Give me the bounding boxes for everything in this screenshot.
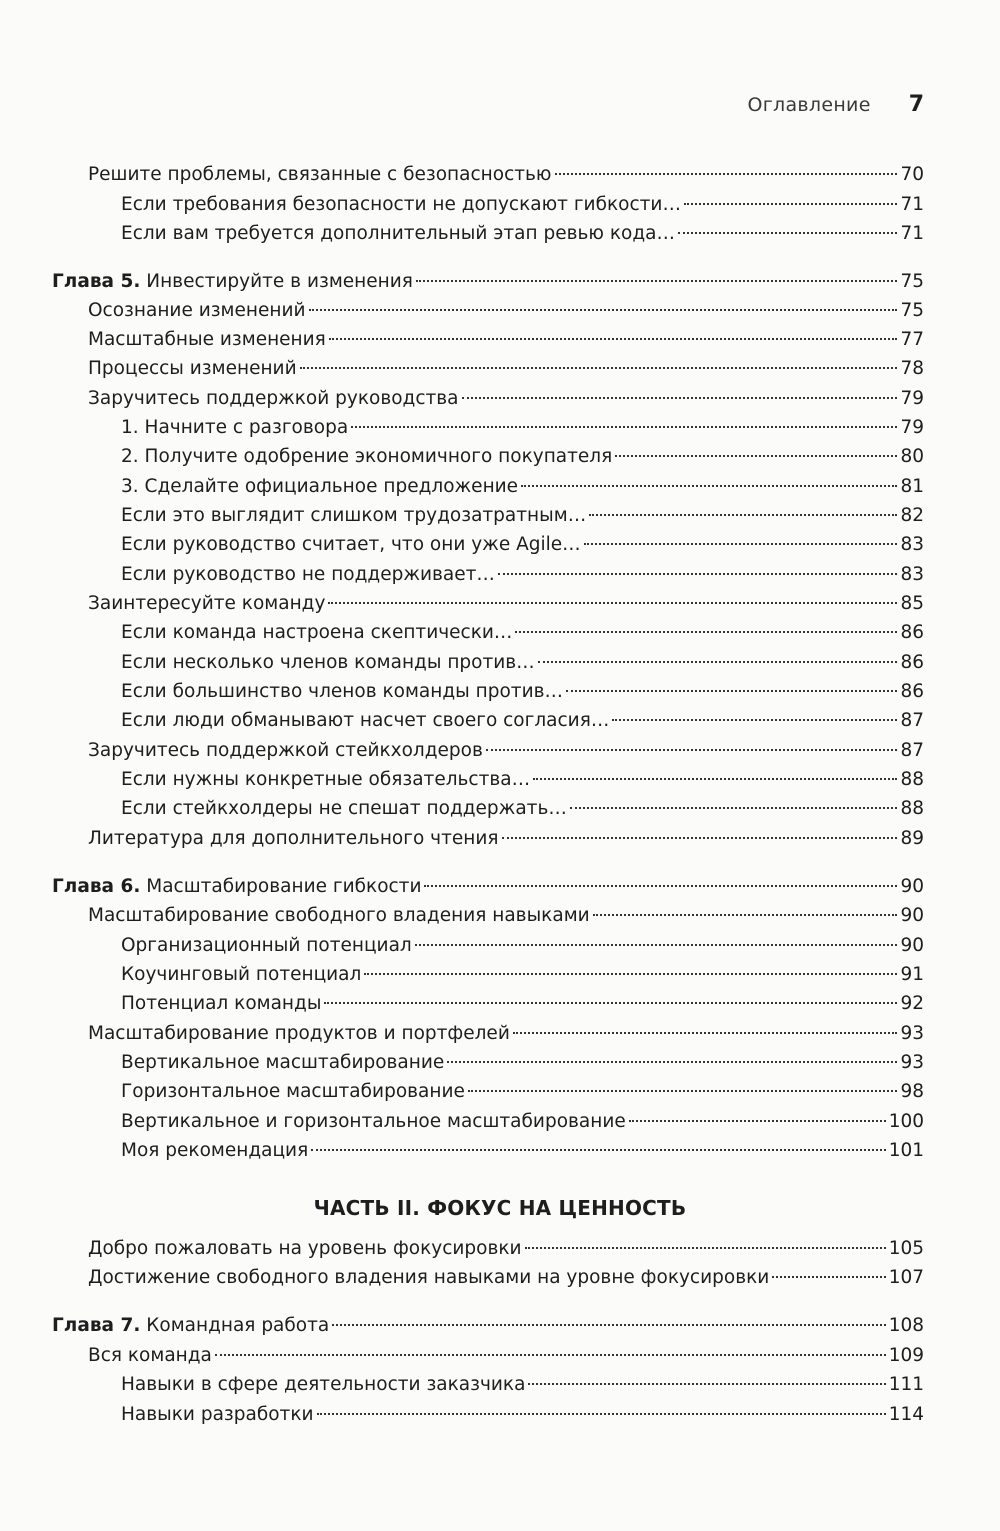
toc-entry-page: 79 (900, 417, 924, 438)
dot-leader (521, 485, 897, 487)
toc-entry-page: 101 (888, 1140, 924, 1161)
toc-entry-page: 82 (900, 505, 924, 526)
dot-leader (447, 1061, 897, 1063)
toc-entry-page: 88 (900, 798, 924, 819)
toc-entry-page: 93 (900, 1023, 924, 1044)
toc-entry-page: 79 (900, 388, 924, 409)
dot-leader (300, 367, 898, 369)
dot-leader (486, 749, 898, 751)
toc-entry-page: 107 (888, 1267, 924, 1288)
toc-chapter-entry[interactable] (52, 1313, 924, 1339)
dot-leader (215, 1354, 886, 1356)
toc-entry-page: 75 (900, 300, 924, 321)
dot-leader (678, 232, 897, 234)
toc-entry[interactable] (88, 327, 924, 353)
dot-leader (351, 426, 897, 428)
dot-leader (629, 1120, 886, 1122)
toc-entry[interactable] (88, 162, 924, 188)
toc-entry-page: 78 (900, 358, 924, 379)
dot-leader (584, 543, 898, 545)
dot-leader (515, 631, 897, 633)
toc-entry-page: 83 (900, 564, 924, 585)
toc-chapter-entry[interactable] (52, 269, 924, 295)
dot-leader (415, 944, 898, 946)
toc-entry-label: Решите проблемы, связанные с безопасностью (88, 164, 552, 185)
toc-entry-page: 90 (900, 935, 924, 956)
toc-entry-label: 2. Получите одобрение экономичного покупателя (121, 446, 613, 467)
toc-entry-page: 114 (888, 1404, 924, 1425)
toc-entry-label: Навыки в сфере деятельности заказчика (121, 1374, 526, 1395)
toc-chapter-entry[interactable] (52, 874, 924, 900)
dot-leader (311, 1149, 885, 1151)
toc-entry-label: Если стейкхолдеры не спешат поддержать… (121, 798, 567, 819)
dot-leader (566, 690, 897, 692)
toc-entry-label: Если люди обманывают насчет своего согласия… (121, 710, 610, 731)
toc-entry-label: Если вам требуется дополнительный этап ревью кода… (121, 223, 675, 244)
toc-entry-page: 89 (900, 828, 924, 849)
toc-entry-page: 93 (900, 1052, 924, 1073)
toc-entry-page: 86 (900, 681, 924, 702)
toc-entry-page: 80 (900, 446, 924, 467)
toc-entry-page: 90 (900, 905, 924, 926)
toc-entry-page: 100 (888, 1111, 924, 1132)
toc-entry-page: 88 (900, 769, 924, 790)
dot-leader (364, 973, 897, 975)
toc-entry[interactable] (88, 903, 924, 929)
toc-entry[interactable] (88, 1236, 924, 1262)
toc-entry-page: 87 (900, 740, 924, 761)
toc-entry-page: 77 (900, 329, 924, 350)
dot-leader (328, 602, 897, 604)
toc-entry[interactable] (121, 1402, 924, 1428)
toc-entry-label: Вертикальное и горизонтальное масштабирование (121, 1111, 626, 1132)
dot-leader (615, 455, 897, 457)
dot-leader (533, 778, 897, 780)
toc-entry-label: Осознание изменений (88, 300, 306, 321)
dot-leader (309, 309, 898, 311)
toc-entry-page: 83 (900, 534, 924, 555)
dot-leader (593, 914, 898, 916)
toc-entry[interactable] (121, 562, 924, 588)
toc-entry-label: Если команда настроена скептически… (121, 622, 513, 643)
toc-entry-label: Добро пожаловать на уровень фокусировки (88, 1238, 522, 1259)
chapter-number: Глава 7. (52, 1315, 141, 1336)
toc-entry[interactable] (121, 474, 924, 500)
toc-entry[interactable] (88, 1021, 924, 1047)
dot-leader (612, 719, 897, 721)
dot-leader (570, 807, 898, 809)
toc-entry[interactable] (88, 356, 924, 382)
toc-entry-label: Заинтересуйте команду (88, 593, 326, 614)
toc-entry-page: 75 (900, 271, 924, 292)
toc-entry[interactable] (121, 708, 924, 734)
toc-entry-page: 92 (900, 993, 924, 1014)
chapter-title: Командная работа (140, 1315, 330, 1336)
chapter-title: Масштабирование гибкости (140, 876, 422, 897)
toc-entry-label: Масштабирование продуктов и портфелей (88, 1023, 510, 1044)
toc-entry-page: 71 (900, 223, 924, 244)
toc-entry-page: 108 (888, 1315, 924, 1336)
toc-entry-label: Масштабные изменения (88, 329, 326, 350)
toc-entry-label: Вертикальное масштабирование (121, 1052, 445, 1073)
running-header (747, 92, 924, 117)
dot-leader (502, 837, 898, 839)
toc-entry-label (52, 874, 421, 900)
toc-entry-label (52, 1313, 329, 1339)
chapter-title: Инвестируйте в изменения (140, 271, 413, 292)
toc-entry-label: 3. Сделайте официальное предложение (121, 476, 519, 497)
dot-leader (468, 1090, 898, 1092)
toc-entry[interactable] (88, 386, 924, 412)
toc-entry[interactable] (121, 532, 924, 558)
toc-entry-page: 105 (888, 1238, 924, 1259)
toc-entry[interactable] (121, 962, 924, 988)
toc-entry[interactable] (88, 591, 924, 617)
toc-entry[interactable] (121, 796, 924, 822)
toc-entry-page: 111 (888, 1374, 924, 1395)
toc-entry[interactable] (121, 933, 924, 959)
toc-entry-label: Если большинство членов команды против… (121, 681, 563, 702)
dot-leader (513, 1032, 898, 1034)
page-number: 7 (908, 92, 924, 117)
dot-leader (462, 397, 898, 399)
toc-entry-page: 87 (900, 710, 924, 731)
toc-entry-label: Организационный потенциал (121, 935, 412, 956)
toc-entry-page: 90 (900, 876, 924, 897)
dot-leader (332, 1324, 885, 1326)
toc-entry-label: 1. Начните с разговора (121, 417, 349, 438)
part-title: ЧАСТЬ II. ФОКУС НА ЦЕННОСТЬ (313, 1196, 687, 1220)
toc-entry[interactable] (121, 1050, 924, 1076)
toc-entry-label: Если руководство считает, что они уже Agile… (121, 534, 581, 555)
dot-leader (329, 338, 898, 340)
dot-leader (772, 1276, 885, 1278)
toc-entry-label: Литература для дополнительного чтения (88, 828, 499, 849)
toc-entry-label: Если требования безопасности не допускают гибкости… (121, 194, 681, 215)
toc-entry-label: Моя рекомендация (121, 1140, 309, 1161)
toc-entry[interactable] (121, 1138, 924, 1164)
toc-entry[interactable] (121, 650, 924, 676)
dot-leader (684, 203, 898, 205)
toc-entry-label: Потенциал команды (121, 993, 322, 1014)
toc-entry[interactable] (121, 679, 924, 705)
toc-entry-label: Если несколько членов команды против… (121, 652, 535, 673)
dot-leader (317, 1413, 886, 1415)
dot-leader (416, 280, 898, 282)
toc-entry[interactable] (121, 991, 924, 1017)
toc-entry-label: Коучинговый потенциал (121, 964, 362, 985)
toc-entry[interactable] (121, 503, 924, 529)
toc-entry[interactable] (88, 738, 924, 764)
toc-entry-label: Процессы изменений (88, 358, 297, 379)
dot-leader (528, 1383, 885, 1385)
toc-entry-page: 86 (900, 622, 924, 643)
toc-entry-label (52, 269, 413, 295)
dot-leader (525, 1247, 886, 1249)
dot-leader (555, 173, 898, 175)
toc-entry[interactable] (88, 826, 924, 852)
toc-entry[interactable] (88, 298, 924, 324)
toc-entry[interactable] (121, 767, 924, 793)
toc-entry[interactable] (121, 192, 924, 218)
toc-entry[interactable] (121, 620, 924, 646)
toc-entry-page: 86 (900, 652, 924, 673)
toc-entry-page: 70 (900, 164, 924, 185)
toc-entry-label: Масштабирование свободного владения навыками (88, 905, 590, 926)
toc-entry-label: Вся команда (88, 1345, 212, 1366)
toc-entry-label: Навыки разработки (121, 1404, 314, 1425)
toc-entry-label: Если это выглядит слишком трудозатратным… (121, 505, 587, 526)
toc-entry-label: Заручитесь поддержкой стейкхолдеров (88, 740, 483, 761)
toc-entry[interactable] (88, 1343, 924, 1369)
toc-entry-page: 71 (900, 194, 924, 215)
chapter-number: Глава 5. (52, 271, 141, 292)
toc-entry-label: Горизонтальное масштабирование (121, 1081, 465, 1102)
toc-entry-page: 109 (888, 1345, 924, 1366)
running-header-title: Оглавление (747, 94, 871, 116)
dot-leader (324, 1002, 897, 1004)
dot-leader (538, 661, 898, 663)
toc-entry-label: Если руководство не поддерживает… (121, 564, 495, 585)
toc-entry[interactable] (121, 1109, 924, 1135)
toc-entry-label: Заручитесь поддержкой руководства (88, 388, 459, 409)
dot-leader (498, 573, 898, 575)
dot-leader (424, 885, 897, 887)
toc-entry-label: Если нужны конкретные обязательства… (121, 769, 531, 790)
toc-entry-page: 81 (900, 476, 924, 497)
toc-entry[interactable] (121, 1372, 924, 1398)
toc-entry[interactable] (121, 415, 924, 441)
toc-entry-page: 85 (900, 593, 924, 614)
toc-entry[interactable] (121, 444, 924, 470)
dot-leader (589, 514, 897, 516)
toc-entry-page: 91 (900, 964, 924, 985)
chapter-number: Глава 6. (52, 876, 141, 897)
toc-entry-label: Достижение свободного владения навыками на уровне фокусировки (88, 1267, 770, 1288)
toc-entry-page: 98 (900, 1081, 924, 1102)
toc-entry[interactable] (121, 1079, 924, 1105)
toc-entry[interactable] (88, 1265, 924, 1291)
toc-entry[interactable] (121, 221, 924, 247)
